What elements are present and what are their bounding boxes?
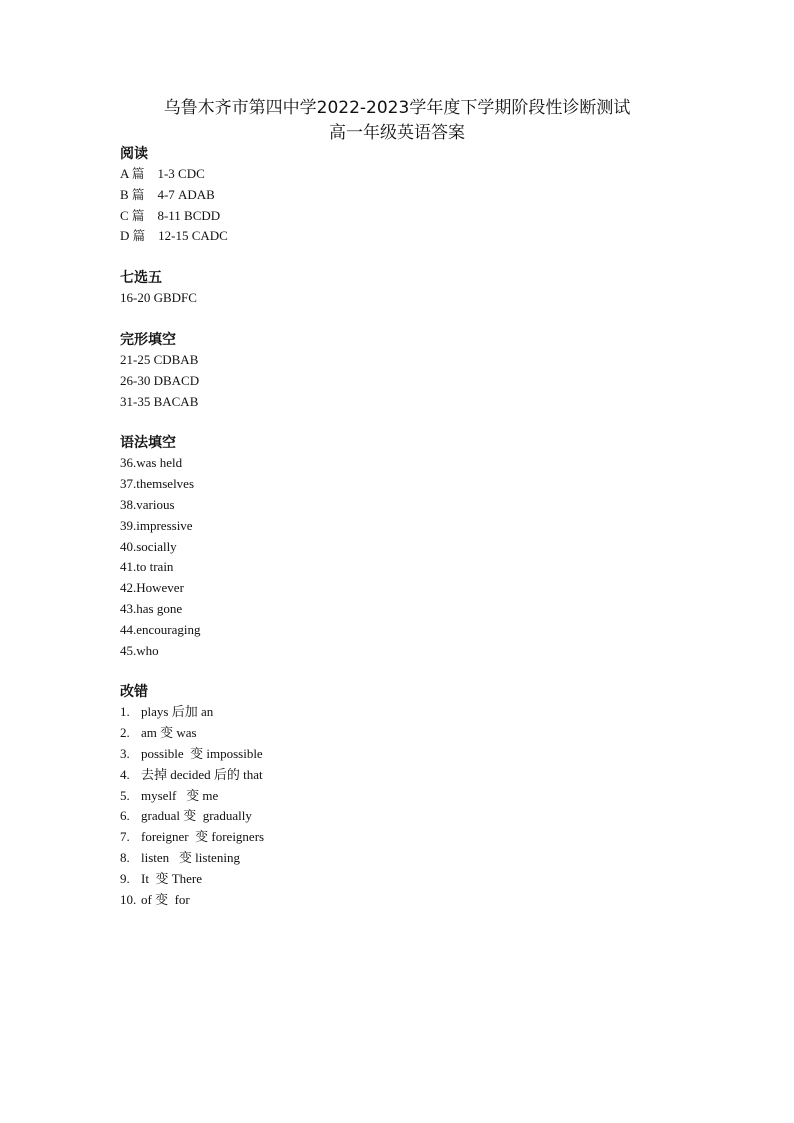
grammar-fill-heading: 语法填空 bbox=[120, 435, 176, 452]
reading-answers: 12-15 CADC bbox=[158, 228, 228, 244]
grammar-fill-line: 44.encouraging bbox=[120, 621, 201, 637]
correction-text: listen 变 listening bbox=[141, 849, 240, 865]
correction-number: 4. bbox=[120, 766, 130, 782]
document-title: 乌鲁木齐市第四中学2022-2023学年度下学期阶段性诊断测试 bbox=[163, 98, 631, 118]
correction-text: 去掉 decided 后的 that bbox=[141, 766, 263, 782]
grammar-fill-line: 40.socially bbox=[120, 538, 177, 554]
reading-item-c bbox=[120, 206, 720, 227]
reading-item-d bbox=[120, 226, 720, 247]
grammar-fill-line: 39.impressive bbox=[120, 517, 193, 533]
correction-number: 5. bbox=[120, 787, 130, 803]
reading-part-suffix: 篇 bbox=[131, 166, 145, 181]
seven-choose-five-heading: 七选五 bbox=[120, 270, 162, 287]
grammar-fill-section bbox=[120, 433, 720, 661]
reading-item-a bbox=[120, 164, 720, 185]
reading-answers: 8-11 BCDD bbox=[157, 207, 221, 223]
correction-item bbox=[120, 765, 720, 786]
grammar-fill-line: 38.various bbox=[120, 496, 175, 512]
cloze-heading: 完形填空 bbox=[120, 331, 176, 348]
reading-part-label: C bbox=[120, 207, 129, 223]
correction-text: foreigner 变 foreigners bbox=[141, 829, 265, 845]
reading-answers: 1-3 CDC bbox=[157, 166, 205, 181]
correction-number: 6. bbox=[120, 808, 130, 824]
reading-part-label: D bbox=[120, 228, 130, 244]
reading-heading: 阅读 bbox=[120, 146, 148, 162]
correction-text: am 变 was bbox=[141, 725, 197, 741]
cloze-line: 31-35 BACAB bbox=[120, 393, 199, 409]
correction-item bbox=[120, 806, 720, 827]
correction-text: possible 变 impossible bbox=[141, 745, 263, 761]
reading-part-suffix: 篇 bbox=[131, 207, 145, 223]
cloze-line: 26-30 DBACD bbox=[120, 372, 200, 388]
grammar-fill-line: 41.to train bbox=[120, 559, 174, 575]
document-subtitle: 高一年级英语答案 bbox=[329, 123, 465, 143]
grammar-fill-line: 42.However bbox=[120, 580, 184, 596]
reading-answers: 4-7 ADAB bbox=[157, 186, 215, 202]
correction-item bbox=[120, 786, 720, 807]
grammar-fill-line: 37.themselves bbox=[120, 476, 195, 492]
correction-text: myself 变 me bbox=[141, 787, 219, 803]
correction-item bbox=[120, 827, 720, 848]
reading-part-label: B bbox=[120, 186, 129, 202]
correction-text: It 变 There bbox=[141, 870, 203, 886]
correction-number: 8. bbox=[120, 849, 130, 865]
reading-part-suffix: 篇 bbox=[132, 228, 146, 244]
correction-text: gradual 变 gradually bbox=[141, 808, 252, 824]
correction-number: 3. bbox=[120, 745, 130, 761]
correction-number: 10. bbox=[120, 891, 137, 907]
correction-heading: 改错 bbox=[120, 684, 148, 701]
correction-number: 9. bbox=[120, 870, 130, 886]
correction-item bbox=[120, 702, 720, 723]
cloze-line: 21-25 CDBAB bbox=[120, 351, 199, 367]
answer-content bbox=[120, 144, 720, 910]
reading-part-label: A bbox=[120, 166, 129, 181]
reading-section bbox=[120, 144, 720, 247]
reading-part-suffix: 篇 bbox=[131, 186, 145, 202]
seven-choose-five-line: 16-20 GBDFC bbox=[120, 290, 197, 306]
cloze-section bbox=[120, 330, 720, 412]
correction-item bbox=[120, 848, 720, 869]
correction-item bbox=[120, 723, 720, 744]
correction-number: 1. bbox=[120, 704, 130, 720]
correction-text: plays 后加 an bbox=[141, 704, 214, 720]
grammar-fill-line: 36.was held bbox=[120, 455, 183, 471]
correction-number: 7. bbox=[120, 829, 130, 845]
correction-item bbox=[120, 890, 720, 911]
grammar-fill-line: 43.has gone bbox=[120, 600, 183, 616]
seven-choose-five-section bbox=[120, 268, 720, 309]
correction-text: of 变 for bbox=[141, 891, 190, 907]
correction-number: 2. bbox=[120, 725, 130, 741]
grammar-fill-line: 45.who bbox=[120, 642, 159, 658]
correction-section bbox=[120, 682, 720, 910]
correction-item bbox=[120, 869, 720, 890]
correction-item bbox=[120, 744, 720, 765]
reading-item-b bbox=[120, 185, 720, 206]
